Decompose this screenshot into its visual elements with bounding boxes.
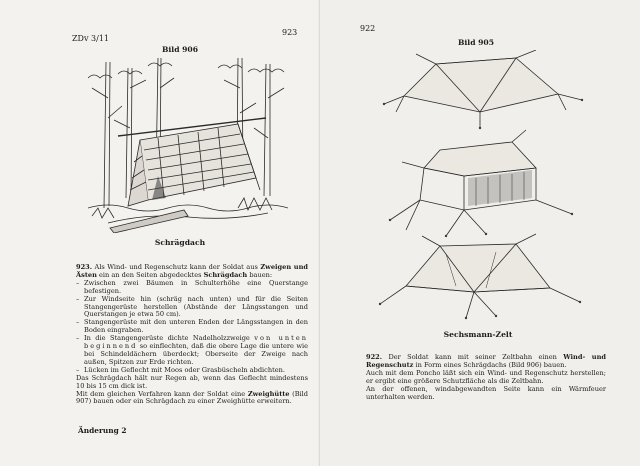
section-923-intro: 923. Als Wind- und Regenschutz kann der Soldat aus Zweigen und Ästen ein an den Seiten abgedecktes Schrägdach bauen:	[76, 263, 308, 279]
document-code: ZDv 3/11	[72, 34, 109, 43]
note-paragraph: Das Schrägdach hält nur Regen ab, wenn das Geflecht mindestens 10 bis 15 cm dick ist.	[76, 373, 308, 390]
paragraph: Auch mit dem Poncho läßt sich ein Wind- und Regenschutz herstellen; er ergibt eine größere Schutzfläche als die Zeltbahn.	[366, 368, 606, 385]
section-923	[76, 264, 308, 406]
list-item: – Zur Windseite hin (schräg nach unten) und für die Seiten Stangengerüste herstellen (Abstände der Längsstangen und Querstangen je etwa 50 cm).	[76, 294, 308, 319]
section-922-intro: 922. Der Soldat kann mit seiner Zeltbahn einen Wind- und Regenschutz in Form eines Schrägdachs (Bild 906) bauen.	[366, 353, 606, 369]
list-item: – Zwischen zwei Bäumen in Schulterhöhe eine Querstange befestigen.	[76, 278, 308, 295]
section-922	[366, 354, 606, 401]
footer-amendment: Änderung 2	[78, 426, 127, 435]
figure-title: Bild 906	[162, 45, 198, 54]
paragraph: An der offenen, windabgewandten Seite kann ein Wärmfeuer unterhalten werden.	[366, 384, 606, 401]
section-number: 923.	[76, 263, 93, 271]
note-paragraph: Mit dem gleichen Verfahren kann der Soldat eine Zweighütte (Bild 907) bauen oder ein Schrägdach zu einer Zweighütte erweitern.	[76, 389, 308, 406]
right-page	[320, 0, 640, 466]
figure-title: Bild 905	[458, 38, 494, 47]
figure-caption: Sechsmann-Zelt	[443, 330, 513, 339]
page-number: 923	[282, 28, 298, 37]
section-number: 922.	[366, 353, 383, 361]
list-item: – Lücken im Geflecht mit Moos oder Grasbüscheln abdichten.	[76, 365, 285, 374]
lean-to-illustration	[88, 58, 288, 233]
list-item: – In die Stangengerüste dichte Nadelholzzweige von unten beginnend so einflechten, daß die obere Lage die untere wie bei Schindeldächern überdeckt; Oberseite der Zweige nach außen, Spitzen zur Erde richten.	[76, 334, 308, 366]
page-number: 922	[360, 24, 376, 33]
six-man-tent-illustration	[376, 50, 586, 320]
figure-caption: Schrägdach	[154, 238, 206, 247]
list-item: – Stangengerüste mit den unteren Enden der Längsstangen in den Boden eingraben.	[76, 318, 308, 335]
